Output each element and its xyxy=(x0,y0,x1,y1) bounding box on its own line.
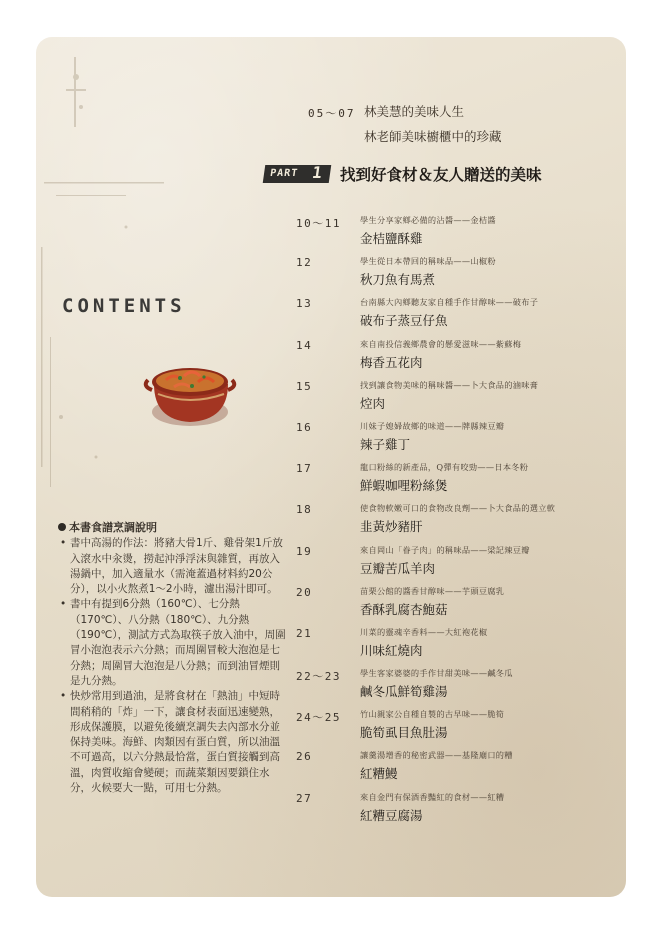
page-number: 14 xyxy=(296,338,313,352)
page-number: 19 xyxy=(296,544,313,558)
recipe-title: 紅糟鰻 xyxy=(360,766,398,782)
recipe-title: 鮮蝦咖哩粉絲煲 xyxy=(360,478,448,494)
toc-entry xyxy=(296,339,616,380)
page-number: 26 xyxy=(296,750,313,764)
page-number: 10～11 xyxy=(296,217,341,230)
page-number: 15 xyxy=(296,379,313,393)
entry-description: 苗栗公館的醬香甘醇味——芋頭豆腐乳 xyxy=(360,585,505,596)
page-number: 18 xyxy=(296,503,313,517)
recipe-title: 破布子蒸豆仔魚 xyxy=(360,313,448,329)
page-number: 22～23 xyxy=(296,670,341,684)
entry-description: 學生從日本帶回的稱味品——山椒粉 xyxy=(360,256,496,267)
recipe-title: 豆瓣苦瓜羊肉 xyxy=(360,560,436,576)
contents-title: CONTENTS xyxy=(62,295,186,317)
page-number: 13 xyxy=(296,297,313,311)
toc-entry xyxy=(296,503,616,544)
note-item: • 書中高湯的作法：將豬大骨1斤、雞骨架1斤放入滾水中汆燙，撈起沖淨浮沫與雜質，再放入湯鍋中，加入適量水（需淹蓋過材料約20公分），以小火熬煮1～2小時，濾出湯汁即可。 xyxy=(58,536,290,597)
cooking-notes xyxy=(58,520,290,796)
recipe-title: 金桔鹽酥雞 xyxy=(360,231,423,246)
entry-description: 川菜的靈魂辛香料——大紅袍花椒 xyxy=(360,626,488,637)
entry-description: 來自岡山「眷子肉」的稱味品——梁記辣豆瓣 xyxy=(360,544,530,555)
book-page xyxy=(36,37,626,897)
intro-page-number: 05～07 xyxy=(308,107,356,120)
notes-list xyxy=(58,536,290,796)
toc-entry xyxy=(296,545,616,586)
bullet-icon xyxy=(58,523,66,531)
page-number: 21 xyxy=(296,626,313,640)
page-number: 12 xyxy=(296,256,313,270)
toc-entry xyxy=(296,792,616,833)
recipe-title: 脆筍虱目魚肚湯 xyxy=(360,725,448,741)
toc-entry xyxy=(296,750,616,791)
recipe-title: 梅香五花肉 xyxy=(360,354,423,370)
page-number: 16 xyxy=(296,420,313,434)
entry-description: 台南縣大內鄉聽友家自種手作甘醇味——破布子 xyxy=(360,297,539,308)
toc-entry xyxy=(296,627,616,668)
entry-description: 竹山親家公自種自製的古早味——脆筍 xyxy=(360,709,505,720)
recipe-title: 秋刀魚有馬煮 xyxy=(360,272,436,288)
notes-heading: 本書食譜烹調說明 xyxy=(69,521,157,534)
entry-description: 學生分享家鄉必備的沾醬——金桔醬 xyxy=(360,215,496,225)
toc-entry xyxy=(296,215,616,256)
toc-entry xyxy=(296,421,616,462)
entry-description: 學生客家婆婆的手作甘甜美味——鹹冬瓜 xyxy=(360,668,513,679)
recipe-title: 川味紅燒肉 xyxy=(360,642,423,658)
part-title: 找到好食材＆友人贈送的美味 xyxy=(340,165,542,184)
recipe-title: 焢肉 xyxy=(360,395,386,411)
part-number: 1 xyxy=(310,163,325,182)
toc-entry xyxy=(296,462,616,503)
part-label: PART xyxy=(269,168,299,179)
part-badge xyxy=(263,165,332,183)
entry-description: 來自南投信義鄉農會的懸愛滋味——紫蘇梅 xyxy=(360,338,522,349)
page-number: 20 xyxy=(296,585,313,599)
toc-entry xyxy=(296,586,616,627)
recipe-title: 鹹冬瓜鮮筍雞湯 xyxy=(360,684,448,700)
intro-title-1: 林美慧的美味人生 xyxy=(364,104,465,119)
toc-list xyxy=(296,215,616,833)
entry-description: 龍口粉絲的新產品，Q彈有咬勁——日本冬粉 xyxy=(360,462,529,473)
intro-title-2: 林老師美味櫥櫃中的珍藏 xyxy=(364,129,502,144)
shrimp-casserole-dish-icon xyxy=(142,342,242,432)
entry-description: 川妹子媳婦故鄉的味道——牌縣辣豆瓣 xyxy=(360,420,505,431)
toc-entry xyxy=(296,256,616,297)
entry-description: 讓羹湯增香的秘密武器——基隆廟口的糟 xyxy=(360,750,513,761)
recipe-title: 香酥乳腐杏鮑菇 xyxy=(360,601,448,617)
toc-entry xyxy=(296,709,616,750)
recipe-title: 辣子雞丁 xyxy=(360,436,411,452)
entry-description: 找到讓食物美味的稱味醬——卜大食品的滷味膏 xyxy=(360,379,539,390)
page-number: 17 xyxy=(296,462,313,476)
toc-entry xyxy=(296,297,616,338)
entry-description: 來自金門有保酒香豔紅的食材——紅糟 xyxy=(360,791,505,802)
recipe-title: 紅糟豆腐湯 xyxy=(360,807,423,823)
note-item: • 快炒常用到過油，是將食材在「熱油」中短時間稍稍的「炸」一下，讓食材表面迅速變熟，形成保護膜，以避免後續烹調失去內部水分並保持美味。海鮮、肉類因有蛋白質，所以油溫不可過高，以六分熱最恰當，蛋白質接觸到高溫，肉質收縮會變硬；而蔬菜類因要鎖住水分，火候要大一點，可用七分熱。 xyxy=(58,689,290,796)
toc-entry xyxy=(296,668,616,709)
note-item: • 書中有提到6分熱（160℃）、七分熱（170℃）、八分熱（180℃）、九分熱（190℃），測試方式為取筷子放入油中，周圍冒小泡泡表示六分熱；而周圍冒較大泡泡是七分熱；周圍冒大泡泡是八分熱；而到油冒煙則是九分熱。 xyxy=(58,597,290,689)
page-number: 24～25 xyxy=(296,711,341,725)
toc-entry xyxy=(296,380,616,421)
recipe-title: 韭黃炒豬肝 xyxy=(360,519,423,535)
page-number: 27 xyxy=(296,791,313,805)
entry-description: 使食物軟嫩可口的食物改良劑——卜大食品的選立軟 xyxy=(360,503,556,514)
